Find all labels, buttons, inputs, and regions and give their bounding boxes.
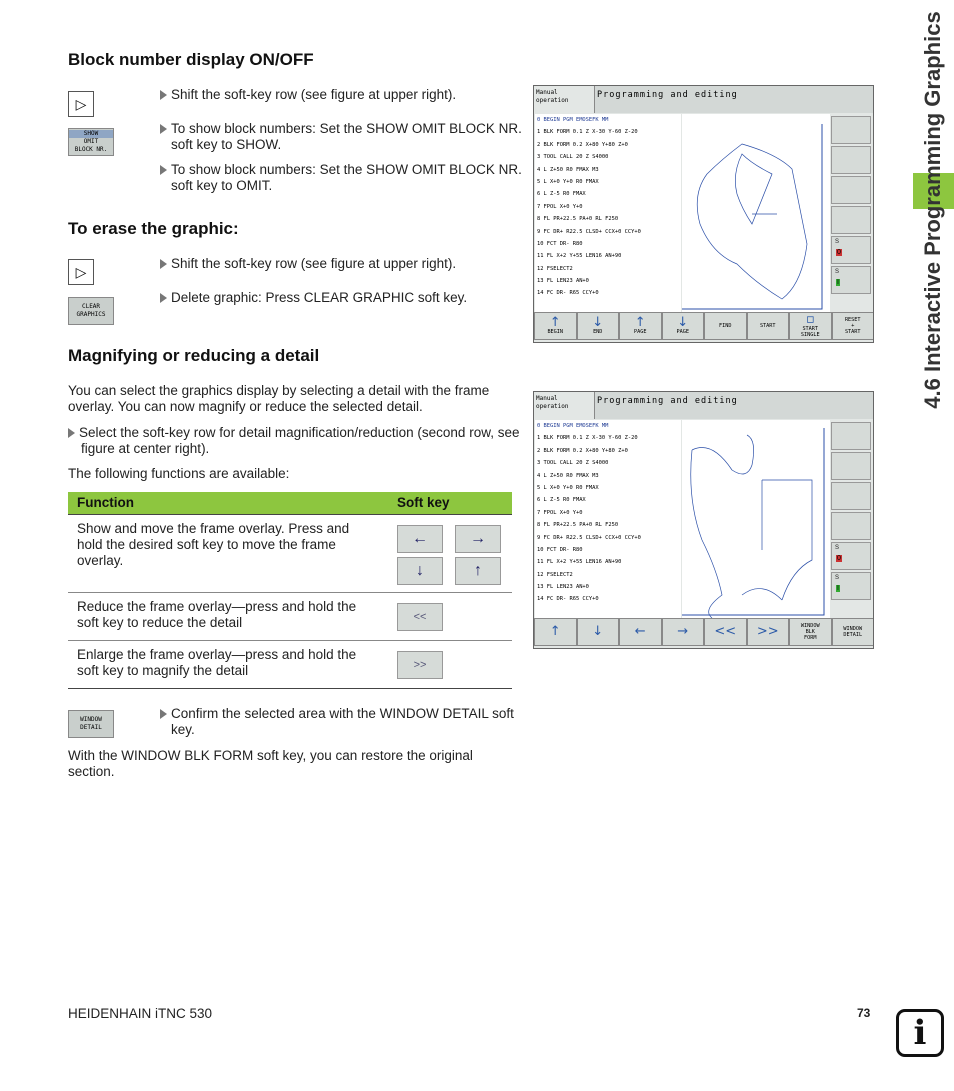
step-confirm-window: Confirm the selected area with the WINDOW DETAIL soft key. — [160, 706, 523, 738]
softkey-symbol-icon: ↓ — [592, 624, 604, 639]
clear-graphics-softkey: CLEAR GRAPHICS — [68, 297, 114, 325]
bottom-softkey — [662, 312, 705, 340]
bottom-softkey — [747, 618, 790, 646]
program-line: 13 FL LEN23 AN+0 — [537, 278, 589, 285]
softkey-symbol-icon: ↓ — [677, 315, 689, 330]
program-listing — [535, 114, 681, 312]
softkey-label: WINDOW — [800, 623, 820, 629]
program-line: 4 L Z+50 R0 FMAX M3 — [537, 166, 599, 173]
bullet-arrow-icon — [160, 124, 167, 134]
softkey-label: BLK — [805, 629, 815, 635]
program-line: 13 FL LEN23 AN+0 — [537, 584, 589, 591]
softkey-label: WINDOW — [843, 626, 863, 632]
col-softkey: Soft key — [397, 495, 450, 510]
side-key-contour — [831, 116, 871, 144]
col-function: Function — [77, 495, 134, 510]
bottom-softkey — [577, 618, 620, 646]
step-shift-row-2: Shift the soft-key row (see figure at upper right). — [160, 256, 510, 272]
softkey-symbol-icon: ▫ — [805, 312, 815, 327]
bullet-arrow-icon — [160, 90, 167, 100]
contour-graphic — [682, 114, 830, 312]
bullet-arrow-icon — [160, 709, 167, 719]
program-line: 9 FC DR+ R22.5 CLSD+ CCX+0 CCY+0 — [537, 228, 641, 235]
program-line: 3 TOOL CALL 20 Z S4000 — [537, 154, 609, 161]
side-key-contour — [831, 422, 871, 450]
program-line: 14 FC DR- R65 CCY+0 — [537, 596, 599, 603]
program-line: 1 BLK FORM 0.1 Z X-30 Y-60 Z-20 — [537, 435, 638, 442]
program-line: 12 FSELECT2 — [537, 571, 573, 578]
bottom-softkey — [704, 312, 747, 340]
softkey-label: END — [593, 329, 603, 335]
bottom-softkey — [832, 312, 875, 340]
arrow-right-softkey: → — [455, 525, 501, 553]
screen-programming-2 — [533, 391, 874, 649]
softkey-label: FIND — [719, 323, 732, 329]
program-line: 8 FL PR+22.5 PA+0 RL F250 — [537, 522, 619, 529]
program-line: 7 FPOL X+0 Y+0 — [537, 203, 583, 210]
bottom-softkey — [534, 312, 577, 340]
chapter-title: 4.6 Interactive Programming Graphics — [920, 11, 945, 409]
bottom-softkey — [534, 618, 577, 646]
footer-product: HEIDENHAIN iTNC 530 — [68, 1006, 213, 1021]
spindle-on-key: S I — [831, 572, 871, 600]
softkey-label: SINGLE — [800, 332, 820, 338]
softkey-symbol-icon: ↑ — [549, 624, 561, 639]
screen-programming-1 — [533, 85, 874, 343]
side-key-blank — [831, 482, 871, 510]
side-key-contour — [831, 452, 871, 480]
program-line: 14 FC DR- R65 CCY+0 — [537, 290, 599, 297]
divider — [68, 640, 512, 641]
softkey-symbol-icon: ↑ — [634, 315, 646, 330]
program-listing — [535, 420, 681, 618]
softkey-label: DETAIL — [843, 632, 863, 638]
softkey-symbol-icon: ↓ — [592, 315, 604, 330]
arrow-left-softkey: ← — [397, 525, 443, 553]
bottom-softkeys — [534, 312, 874, 342]
heading-block-number: Block number display ON/OFF — [68, 50, 314, 69]
program-line: 6 L Z-5 R0 FMAX — [537, 497, 586, 504]
show-omit-block-softkey: SHOW OMIT BLOCK NR. — [68, 128, 114, 156]
bottom-softkey — [577, 312, 620, 340]
bullet-arrow-icon — [160, 259, 167, 269]
bottom-softkey — [662, 618, 705, 646]
divider — [68, 592, 512, 593]
function-table-header — [68, 492, 512, 514]
program-line: 10 FCT DR- R80 — [537, 546, 583, 553]
info-icon: i — [896, 1009, 944, 1057]
bottom-softkeys — [534, 618, 874, 648]
softkey-label: PAGE — [676, 329, 689, 335]
program-line: 4 L Z+50 R0 FMAX M3 — [537, 472, 599, 479]
program-line: 0 BEGIN PGM EMOSEFK MM — [537, 117, 609, 123]
program-line: 9 FC DR+ R22.5 CLSD+ CCX+0 CCY+0 — [537, 534, 641, 541]
step-select-row: Select the soft-key row for detail magnification/reduction (second row, see figure at center right). — [68, 425, 527, 457]
softkey-label: RESET — [844, 317, 861, 323]
side-key-blank — [831, 176, 871, 204]
bottom-softkey — [619, 312, 662, 340]
step-show-block: To show block numbers: Set the SHOW OMIT BLOCK NR. soft key to SHOW. — [160, 121, 523, 153]
spindle-on-key: S I — [831, 266, 871, 294]
program-line: 2 BLK FORM 0.2 X+80 Y+80 Z+0 — [537, 141, 628, 148]
program-line: 0 BEGIN PGM EMOSEFK MM — [537, 423, 609, 429]
para-magnify: You can select the graphics display by selecting a detail with the frame overlay. You can now magnify or reduce the selected detail. — [68, 383, 490, 414]
program-line: 11 FL X+2 Y+55 LEN16 AN+90 — [537, 253, 622, 260]
arrow-up-softkey: ↑ — [455, 557, 501, 585]
coolant-icon — [831, 512, 871, 540]
side-key-contour — [831, 146, 871, 174]
softkey-label: START — [844, 329, 861, 335]
side-softkeys — [831, 114, 873, 312]
softkey-label: FORM — [804, 635, 817, 641]
screen-title: Programming and editing — [594, 86, 873, 113]
window-detail-softkey: WINDOW DETAIL — [68, 710, 114, 738]
para-functions: The following functions are available: — [68, 466, 290, 481]
bottom-softkey — [789, 618, 832, 646]
page-number: 73 — [857, 1006, 871, 1020]
step-omit-block: To show block numbers: Set the SHOW OMIT BLOCK NR. soft key to OMIT. — [160, 162, 523, 194]
heading-erase-graphic: To erase the graphic: — [68, 219, 239, 238]
program-line: 1 BLK FORM 0.1 Z X-30 Y-60 Z-20 — [537, 129, 638, 136]
bottom-softkey — [619, 618, 662, 646]
mode-label: Manual operation — [536, 395, 569, 410]
para-restore: With the WINDOW BLK FORM soft key, you can restore the original section. — [68, 748, 473, 779]
bottom-softkey — [747, 312, 790, 340]
bullet-arrow-icon — [160, 165, 167, 175]
mode-label: Manual operation — [536, 89, 569, 104]
softkey-label: + — [851, 323, 855, 329]
program-line: 2 BLK FORM 0.2 X+80 Y+80 Z+0 — [537, 447, 628, 454]
table-row-reduce: Reduce the frame overlay—press and hold the soft key to reduce the detail — [77, 599, 357, 630]
bullet-arrow-icon — [68, 428, 75, 438]
bottom-softkey — [704, 618, 747, 646]
table-row-move: Show and move the frame overlay. Press and hold the desired soft key to move the frame overlay. — [77, 521, 350, 568]
table-row-enlarge: Enlarge the frame overlay—press and hold the soft key to magnify the detail — [77, 647, 357, 678]
program-line: 8 FL PR+22.5 PA+0 RL F250 — [537, 216, 619, 223]
program-line: 5 L X+0 Y+0 R0 FMAX — [537, 484, 599, 491]
program-line: 12 FSELECT2 — [537, 265, 573, 272]
softkey-label: START — [802, 326, 819, 332]
divider — [68, 688, 512, 689]
screen-title: Programming and editing — [594, 392, 873, 419]
step-shift-row-1: Shift the soft-key row (see figure at upper right). — [160, 87, 510, 103]
softkey-symbol-icon: << — [714, 624, 737, 639]
softkey-symbol-icon: ↑ — [549, 315, 561, 330]
program-line: 11 FL X+2 Y+55 LEN16 AN+90 — [537, 559, 622, 566]
divider — [68, 514, 512, 515]
contour-graphic-detail — [682, 420, 830, 618]
program-line: 5 L X+0 Y+0 R0 FMAX — [537, 178, 599, 185]
softkey-label: START — [759, 323, 776, 329]
softkey-label: BEGIN — [547, 329, 564, 335]
heading-magnify: Magnifying or reducing a detail — [68, 346, 320, 365]
program-line: 3 TOOL CALL 20 Z S4000 — [537, 460, 609, 467]
program-line: 7 FPOL X+0 Y+0 — [537, 509, 583, 516]
softkey-symbol-icon: >> — [756, 624, 779, 639]
arrow-down-softkey: ↓ — [397, 557, 443, 585]
spindle-override-key: S 0 — [831, 236, 871, 264]
bottom-softkey — [789, 312, 832, 340]
program-line: 6 L Z-5 R0 FMAX — [537, 191, 586, 198]
softkey-symbol-icon: → — [677, 624, 689, 639]
play-icon: ▷ — [68, 91, 94, 117]
softkey-label: PAGE — [634, 329, 647, 335]
reduce-softkey: << — [397, 603, 443, 631]
coolant-icon — [831, 206, 871, 234]
bullet-arrow-icon — [160, 293, 167, 303]
enlarge-softkey: >> — [397, 651, 443, 679]
spindle-override-key: S 0 — [831, 542, 871, 570]
bottom-softkey — [832, 618, 875, 646]
play-icon: ▷ — [68, 259, 94, 285]
program-line: 10 FCT DR- R80 — [537, 240, 583, 247]
side-softkeys — [831, 420, 873, 618]
step-clear-graphic: Delete graphic: Press CLEAR GRAPHIC soft key. — [160, 290, 510, 306]
softkey-symbol-icon: ← — [634, 624, 646, 639]
